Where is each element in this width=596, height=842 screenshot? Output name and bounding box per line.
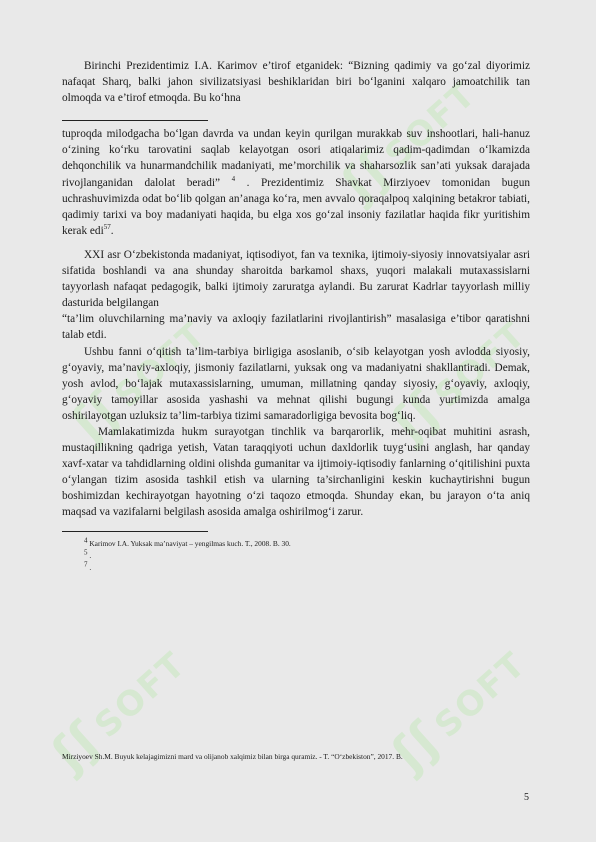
footnote-7-text: . <box>87 562 92 572</box>
watermark-logo-icon: ʃʃ <box>41 710 112 782</box>
paragraph-1: Birinchi Prezidentimiz I.A. Karimov e’tirof etganidek: “Bizning qadimiy va go‘zal diyorimiz nafaqat Sharq, balki jahon sivilizatsiyasi beshiklaridan biri bo‘lganini xalqaro jamoatchilik tan olmoqda va e’tirof etmoqda. Bu ko‘hna <box>62 60 530 105</box>
watermark: ʃʃSOFT <box>381 314 535 452</box>
footnote-4 <box>62 538 530 550</box>
footnote-7 <box>62 562 530 574</box>
watermark-logo-icon: ʃʃ <box>331 140 402 212</box>
watermark: ʃʃSOFT <box>61 314 215 452</box>
footnote-5-text: . <box>87 550 92 560</box>
spacer <box>62 239 530 247</box>
footnote-4-number: 4 <box>84 536 88 545</box>
watermark-logo-icon: ʃʃ <box>61 380 132 452</box>
footnote-5 <box>62 550 530 562</box>
footnote-ref-4[interactable]: 4 <box>231 174 236 183</box>
watermark-logo-icon: ʃʃ <box>381 710 452 782</box>
separator-line <box>62 120 208 121</box>
watermark: ʃʃSOFT <box>331 74 485 212</box>
paragraph-6: Mamlakatimizda hukm surayotgan tinchlik va barqarorlik, mehr-oqibat muhitini asrash, mustaqillikning qadriga yetish, Vatan taraqqiyoti uchun daxldorlik tuyg‘usini anglash, har qanday xavf-xatar va tahdidlarning oldini olishda gumanitar va ijtimoiy-iqtisodiy fanlarning o‘qitilishini puxta o‘ylangan tizim asosida tashkil etish va ularning ta’sirchanligini keskin kuchaytirishni bugun boshimizdan kechirayotgan hayotning o‘zi taqozo etmoqda. Shunday ekan, bu jarayon o‘ta aniq maqsad va vazifalarni belgilash asosida amalga oshirilmog‘i zarur. <box>62 425 530 519</box>
watermark-logo-icon: ʃʃ <box>381 380 452 452</box>
paragraph-5: Ushbu fanni o‘qitish ta’lim-tarbiya birligiga asoslanib, o‘sib kelayotgan yosh avlodda siyosiy, g‘oyaviy, ma’naviy-axloqiy, jismoniy fazilatlarni, yuksak ong va madaniyatni shakllantiradi. Demak, yosh avlod, bo‘lajak mutaxassislarning, umuman, millatning qanday siyosiy, g‘oyaviy, axloqiy, g‘oyaviy tamoyillar asosida yashashi va mehnat qilishi bugungi kunda yurtimizda amalga oshirilayotgan uzluksiz ta’lim-tarbiya tizimi samaradorligiga bevosita bog‘liq. <box>62 345 530 422</box>
document-body <box>62 58 530 574</box>
footnote-ref-57[interactable]: 57 <box>103 223 111 232</box>
footnote-4-text: Karimov I.A. Yuksak ma’naviyat – yengilmas kuch. T., 2008. B. 30. <box>87 538 291 548</box>
footnote-citation: Mirziyoev Sh.M. Buyuk kelajagimizni mard va olijanob xalqimiz bilan birga quramiz. - T. “O‘zbekiston”, 2017. B. <box>62 752 403 761</box>
paragraph-2-part-b: . Prezidentimiz Shavkat Mirziyoev tomonidan bugun uchrashuvimizda odat bo‘lib qolgan an’anaga ko‘ra, men avvalo qoraqalpoq xalqining betakror tabiati, qadimiy tarixi va boy madaniyati haqida, bu elga xos go‘zal insoniy fazilatlar haqida fikr yuritishim kerak edi <box>62 176 530 237</box>
footnote-7-number: 7 <box>84 560 88 569</box>
watermark: ʃʃSOFT <box>381 644 535 782</box>
watermark: ʃʃSOFT <box>41 644 195 782</box>
paragraph-3: XXI asr O‘zbekistonda madaniyat, iqtisodiyot, fan va texnika, ijtimoiy-siyosiy innovatsiyalar asri sifatida boshlandi va ana shunday sharoitda barkamol shaxs, yuqori malakali mutaxassislarni tayyorlash nafaqat pedagogik, balki ijtimoiy zaruratga aylandi. Bu zarurat Kadrlar tayyorlash milliy dasturida belgilangan <box>62 248 530 310</box>
footnote-5-number: 5 <box>84 548 88 557</box>
paragraph-2-part-a: tuproqda milodgacha bo‘lgan davrda va undan keyin qurilgan murakkab suv inshootlari, hali-hanuz o‘zining ko‘rku tarovatini saqlab kelayotgan osori atiqalarimiz qadim-qadimdan o‘lkamizda dehqonchilik va hunarmandchilik madaniyati, me’morchilik va shaharsozlik san’ati yuksak darajada rivojlanganidan dalolat beradi” <box>62 128 530 189</box>
paragraph-2 <box>62 126 530 239</box>
footnote-separator <box>62 531 208 532</box>
page-number: 5 <box>524 792 529 803</box>
paragraph-2-end: . <box>110 224 114 237</box>
paragraph-4: “ta’lim oluvchilarning ma’naviy va axloqiy fazilatlarini rivojlantirish” masalasiga e’tibor qaratishni talab etdi. <box>62 313 530 342</box>
